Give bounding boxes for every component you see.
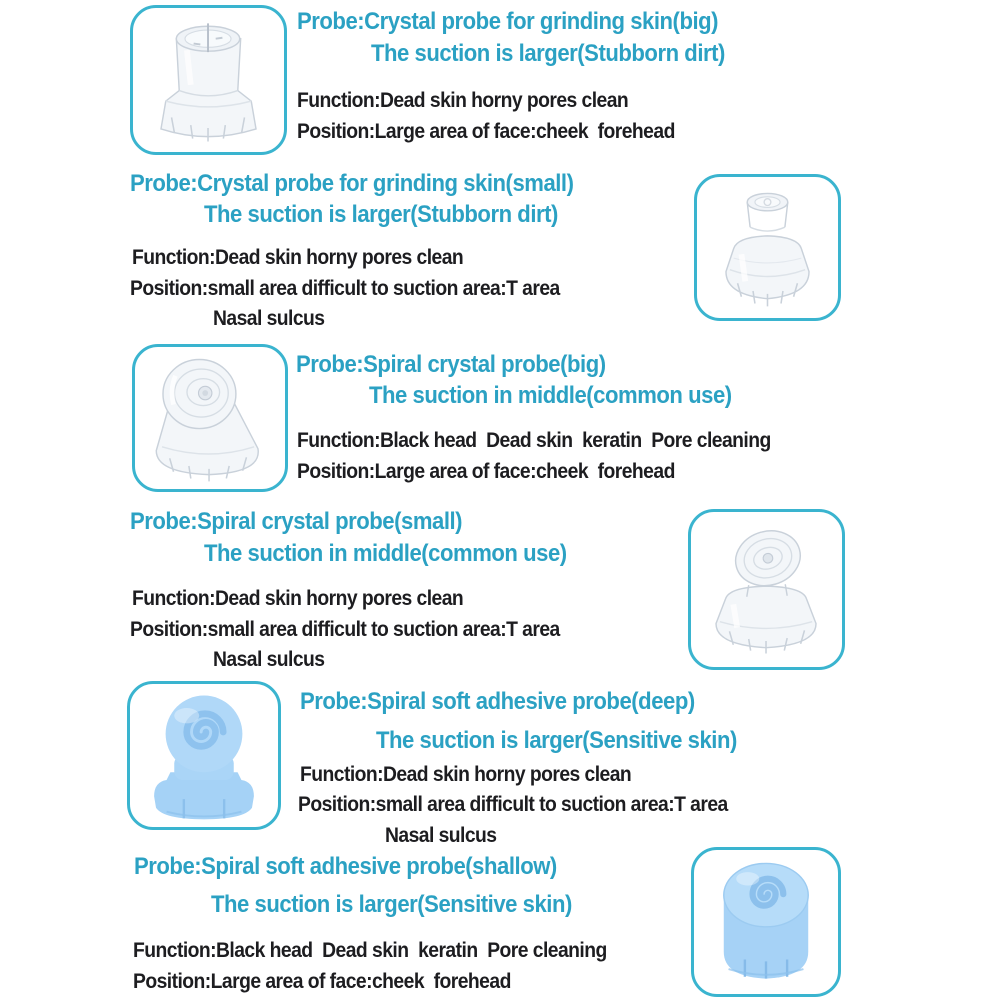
position-line: Position:small area difficult to suction area:T area: [298, 793, 728, 816]
function-line: Function:Dead skin horny pores clean: [132, 587, 464, 610]
probe-title-line1: Probe:Spiral soft adhesive probe(shallow): [134, 853, 557, 880]
probe-title-line2: The suction in middle(common use): [369, 382, 732, 409]
position-line2: Nasal sulcus: [213, 307, 325, 330]
position-line: Position:Large area of face:cheek forehead: [297, 460, 675, 483]
probe-title-line1: Probe:Crystal probe for grinding skin(big): [297, 8, 719, 35]
spiral-soft-adhesive-probe-shallow-image: [694, 850, 838, 994]
probe-photo-box: [130, 5, 287, 155]
probe-title-line1: Probe:Spiral crystal probe(big): [296, 351, 606, 378]
position-line: Position:small area difficult to suction area:T area: [130, 277, 560, 300]
probe-title-line2: The suction is larger(Sensitive skin): [211, 891, 572, 918]
probe-title-line2: The suction is larger(Sensitive skin): [376, 727, 737, 754]
position-line: Position:Large area of face:cheek forehead: [297, 120, 675, 143]
position-line: Position:Large area of face:cheek forehead: [133, 970, 511, 993]
function-line: Function:Black head Dead skin keratin Pore cleaning: [297, 429, 771, 452]
position-line: Position:small area difficult to suction area:T area: [130, 618, 560, 641]
probe-title-line1: Probe:Spiral soft adhesive probe(deep): [300, 688, 695, 715]
probe-title-line1: Probe:Spiral crystal probe(small): [130, 508, 463, 535]
probe-photo-box: [132, 344, 288, 492]
position-line2: Nasal sulcus: [213, 648, 325, 671]
position-line2: Nasal sulcus: [385, 824, 497, 847]
probe-title-line2: The suction is larger(Stubborn dirt): [204, 201, 558, 228]
probe-photo-box: [691, 847, 841, 997]
crystal-probe-small-image: [697, 177, 838, 318]
probe-photo-box: [694, 174, 841, 321]
probe-photo-box: [688, 509, 845, 670]
probe-title-line2: The suction in middle(common use): [204, 540, 567, 567]
function-line: Function:Dead skin horny pores clean: [300, 763, 632, 786]
function-line: Function:Dead skin horny pores clean: [132, 246, 464, 269]
spiral-crystal-probe-small-image: [691, 512, 842, 667]
function-line: Function:Dead skin horny pores clean: [297, 89, 629, 112]
probe-title-line1: Probe:Crystal probe for grinding skin(small): [130, 170, 574, 197]
crystal-probe-big-image: [133, 8, 284, 152]
probe-photo-box: [127, 681, 281, 830]
spiral-crystal-probe-big-image: [135, 347, 285, 489]
probe-title-line2: The suction is larger(Stubborn dirt): [371, 40, 725, 67]
spiral-soft-adhesive-probe-deep-image: [130, 684, 278, 827]
function-line: Function:Black head Dead skin keratin Pore cleaning: [133, 939, 607, 962]
